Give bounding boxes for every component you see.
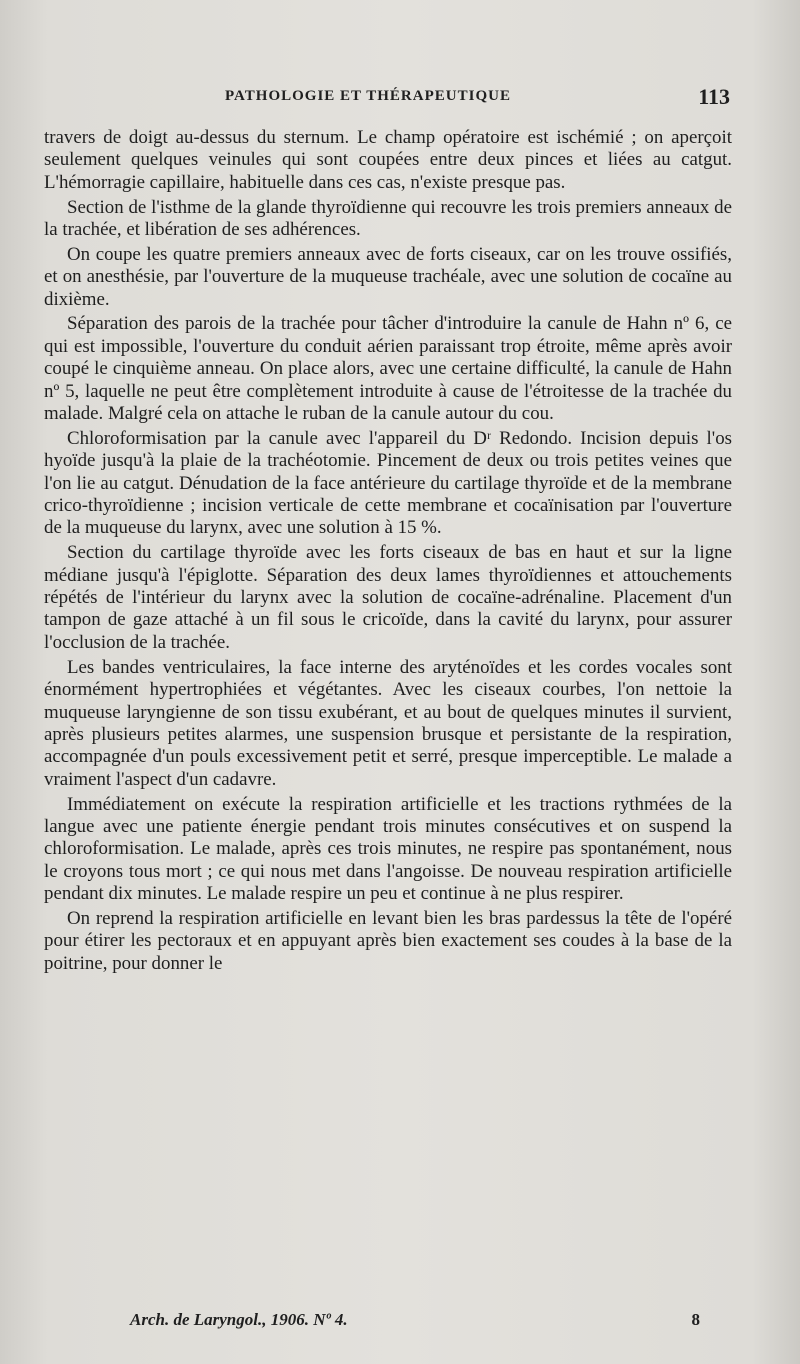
signature-mark: 8 (691, 1310, 700, 1329)
paragraph: On reprend la respiration artificielle en levant bien les bras pardessus la tête de l'opéré pour étirer les pectoraux et en appuyant après bien exactement ses coudes à la base de la poitrine, pour donner le (44, 907, 732, 974)
footer-source: Arch. de Laryngol., 1906. Nº 4. (130, 1310, 348, 1329)
running-header (40, 84, 730, 110)
paragraph: Section du cartilage thyroïde avec les forts ciseaux de bas en haut et sur la ligne médiane jusqu'à l'épiglotte. Séparation des deux lames thyroïdiennes et attouchements répétés de l'intérieur du larynx avec la solution de cocaïne-adrénaline. Placement d'un tampon de gaze attaché à un fil sous le cricoïde, dans la cavité du larynx, pour assurer l'occlusion de la trachée. (44, 542, 732, 653)
paragraph: Immédiatement on exécute la respiration artificielle et les tractions rythmées de la langue avec une patiente énergie pendant trois minutes consécutives et on suspend la chloroformisation. Le malade, après ces trois minutes, ne respire pas spontanément, nous le croyons tous mort ; ce qui nous met dans l'angoisse. De nouveau respiration artificielle pendant dix minutes. Le malade respire un peu et continue à ne plus respirer. (44, 793, 732, 905)
paragraph: Séparation des parois de la trachée pour tâcher d'introduire la canule de Hahn nº 6, ce qui est impossible, l'ouverture du conduit aérien paraissant trop étroite, même après avoir coupé le cinquième anneau. On place alors, avec une certaine difficulté, la canule de Hahn nº 5, laquelle ne peut être complètement introduite à cause de l'étroitesse de la trachée du malade. Malgré cela on attache le ruban de la canule autour du cou. (44, 313, 732, 425)
page-number: 113 (698, 84, 730, 109)
page-footer (130, 1310, 700, 1334)
body-text (44, 127, 732, 978)
paragraph: Section de l'isthme de la glande thyroïdienne qui recouvre les trois premiers anneaux de la trachée, et libération de ses adhérences. (44, 196, 732, 241)
running-title: PATHOLOGIE ET THÉRAPEUTIQUE (225, 88, 511, 104)
paragraph: Les bandes ventriculaires, la face interne des aryténoïdes et les cordes vocales sont énormément hypertrophiées et végétantes. Avec les ciseaux courbes, l'on nettoie la muqueuse laryngienne de son tissu exubérant, et au bout de quelques minutes il survient, après plusieurs petites alarmes, une suspension brusque et persistante de la respiration, accompagnée d'un pouls excessivement petit et serré, presque imperceptible. Le malade a vraiment l'aspect d'un cadavre. (44, 656, 732, 790)
paragraph: On coupe les quatre premiers anneaux avec de forts ciseaux, car on les trouve ossifiés, et on anesthésie, par l'ouverture de la muqueuse trachéale, avec une solution de cocaïne au dixième. (44, 243, 732, 310)
paragraph: Chloroformisation par la canule avec l'appareil du Dʳ Redondo. Incision depuis l'os hyoïde jusqu'à la plaie de la trachéotomie. Pincement de deux ou trois petites veines que l'on lie au catgut. Dénudation de la face antérieure du cartilage thyroïde et de la membrane crico-thyroïdienne ; incision verticale de cette membrane et cocaïnisation par l'ouverture de la muqueuse du larynx, avec une solution à 15 %. (44, 427, 732, 539)
paragraph: travers de doigt au-dessus du sternum. Le champ opératoire est ischémié ; on aperçoit seulement quelques veinules qui sont coupées entre deux pinces et liées au catgut. L'hémorragie capillaire, habituelle dans ces cas, n'existe presque pas. (44, 127, 732, 193)
